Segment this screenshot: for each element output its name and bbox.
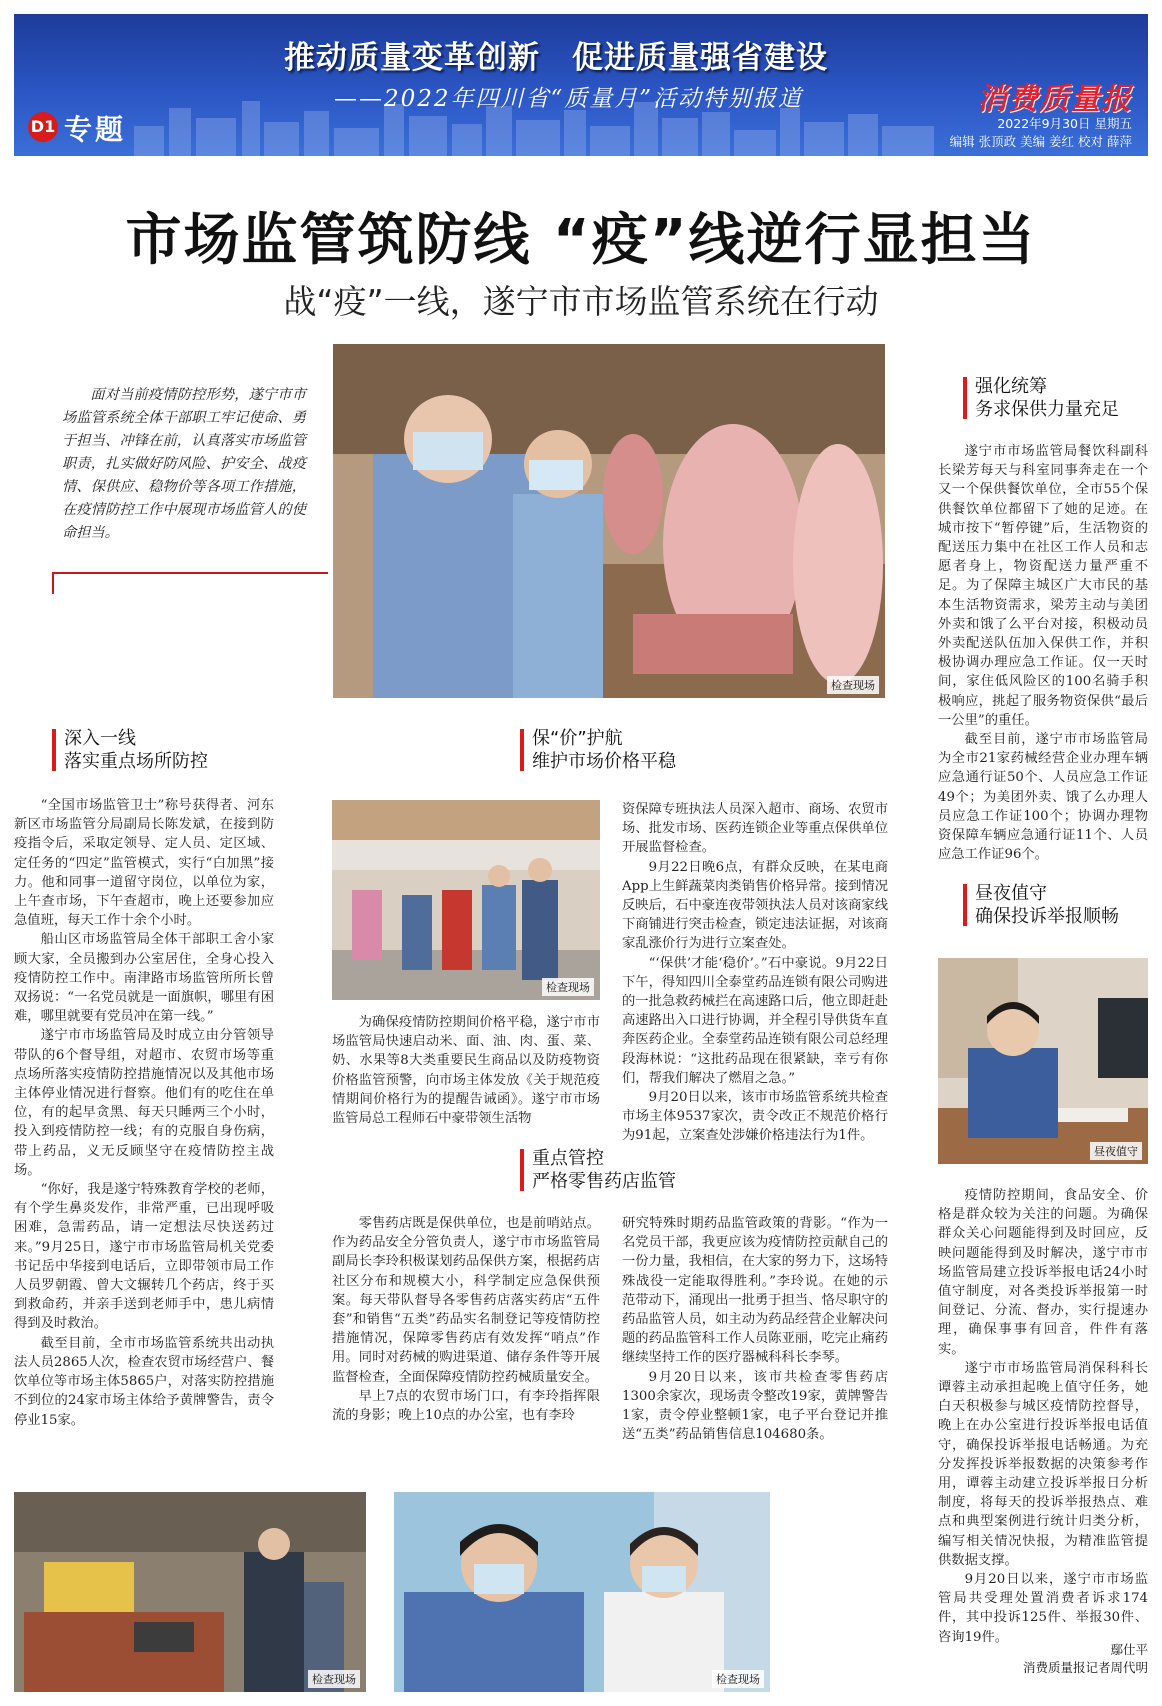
c1-paragraph: “你好，我是遂宁特殊教育学校的老师，有个学生鼻炎发作，非常严重，已出现呼吸困难，急需药品，请一定想法尽快送药过来。”9月25日，遂宁市市场监管局机关党委书记岳中华接到电话后，立即带领市局工作人员罗朝霞、曾大文辗转几个药店，终于买到救命药，并亲手送到老师手中，患儿病情得到及时救治。 [14,1182,274,1332]
c5-paragraph: 9月20日以来，该市共检查零售药店1300余家次，现场责令整改19家，黄牌警告1家，责令停业整顿1家，电子平台登记并推送“五类”药品销售信息104680条。 [622,1369,888,1443]
c4-paragraph: 零售药店既是保供单位，也是前哨站点。作为药品安全分管负责人，遂宁市市场监管局副局长李玲积极谋划药品保供方案，根据药店社区分布和规模大小，科学制定应急保供预案。每天带队督导各零售药店落实药店“五件套”和销售“五类”药品实名制登记等疫情防控措施情况，保障零售药店有效发挥“哨点”作用。同时对药械的购进渠道、储存条件等开展监督检查，全面保障疫情防控药械质量安全。 [332,1216,600,1385]
lead-paragraph [62,384,306,545]
banner-subtitle: ——2022年四川省“质量月”活动特别报道 [334,86,804,112]
lead-hook [52,572,54,594]
c5-paragraph: 研究特殊时期药品监管政策的背影。“作为一名党员干部，我更应该为疫情防控贡献自己的一份力量，我相信，在大家的努力下，这场特殊战役一定能取得胜利。”李玲说。在她的示范带动下，涌现出一批勇于担当、恪尽职守的药品监管人员，如主动为药品经营企业解决问题的药品监管科工作人员陈亚丽，吃完止痛药继续坚持工作的医疗器械科科长李琴。 [622,1216,888,1366]
paper-editors: 编辑 张顶政 美编 姜红 校对 薛萍 [949,134,1132,149]
c6-paragraph: 遂宁市市场监管局餐饮科副科长梁芳每天与科室同事奔走在一个又一个保供餐饮单位，全市55个保供餐饮单位都留下了她的足迹。在城市按下“暂停键”后，生活物资的配送压力集中在社区工作人员和志愿者身上，物资配送力量严重不足。为了保障主城区广大市民的基本生活物资需求，梁芳主动与美团外卖和饿了么平台对接，积极动员外卖配送队伍加入保供工作，并积极协调办理应急工作证。仅一天时间，家住低风险区的100名骑手积极响应，挑起了服务物资保供“最后一公里”的重任。 [938,444,1148,728]
headline: 市场监管筑防线 “疫”线逆行显担当 [125,208,1037,273]
section-tag: D1 [28,112,58,142]
section-heading-4-line1: 强化统筹 [975,376,1047,397]
column-4 [332,1214,600,1425]
section-heading-4 [963,375,1119,421]
column-1 [14,796,274,1430]
section-heading-4-line2: 务求保供力量充足 [975,399,1119,420]
hotline-duty-photo [938,958,1148,1164]
mid-photo-caption: 检查现场 [542,978,594,996]
column-6 [938,442,1148,864]
section-heading-2-line1: 保“价”护航 [532,728,623,749]
warehouse-inspection-photo [14,1492,366,1692]
section-heading-1 [52,727,208,773]
c1-paragraph: 船山区市场监管局全体干部职工舍小家顾大家，全员搬到办公室居住，全身心投入疫情防控工作中。南津路市场监管所所长曾双扬说：“一名党员就是一面旗帜，哪里有困难，哪里就要有党员冲在第一线。” [14,932,274,1025]
banner-title: 推动质量变革创新 促进质量强省建设 [284,40,828,76]
pharmacy-inspection-photo [394,1492,770,1692]
column-2 [332,1013,600,1128]
column-5 [622,1214,888,1444]
c7-paragraph: 疫情防控期间，食品安全、价格是群众较为关注的问题。为确保群众关心问题能得到及时回应，反映问题能得到及时解决，遂宁市市场监管局建立投诉举报电话24小时值守制度，对各类投诉举报第一时间登记、分流、督办，实行提速办理，确保事事有回音，件件有落实。 [938,1188,1148,1357]
lead-text: 面对当前疫情防控形势，遂宁市市场监管系统全体干部职工牢记使命、勇于担当、冲锋在前，认真落实市场监管职责，扎实做好防风险、护安全、战疫情、保供应、稳物价等各项工作措施，在疫情防控工作中展现市场监管人的使命担当。 [62,387,306,541]
right-photo-caption: 昼夜值守 [1090,1142,1142,1160]
paper-name: 消费质量报 [977,82,1132,117]
c3-paragraph: 资保障专班执法人员深入超市、商场、农贸市场、批发市场、医药连锁企业等重点保供单位开展监督检查。 [622,802,888,856]
section-heading-5-line1: 昼夜值守 [975,883,1047,904]
section-heading-5 [963,882,1119,928]
column-7 [938,1186,1148,1647]
c6-paragraph: 截至目前，遂宁市市场监管局为全市21家药械经营企业办理车辆应急通行证50个、人员应急工作证49个；为美团外卖、饿了么办理人员应急工作证100个；协调办理物资保障车辆应急通行证11个、人员应急工作证96个。 [938,732,1148,863]
c4-paragraph: 早上7点的农贸市场门口，有李玲指挥限流的身影；晚上10点的办公室，也有李玲 [332,1388,600,1424]
c1-paragraph: “全国市场监管卫士”称号获得者、河东新区市场监管分局副局长陈发斌，在接到防疫指令后，采取定领导、定人员、定区域、定任务的“四定”监管模式，实行“白加黑”接力。他和同事一道留守岗位，以单位为家，上午查市场，下午查超市，晚上还要参加应急值班，每天工作十余个小时。 [14,798,274,929]
main-photo [333,344,885,698]
section-heading-1-line2: 落实重点场所防控 [64,751,208,772]
c3-paragraph: 9月20日以来，该市市场监管系统共检查市场主体9537家次，责令改正不规范价格行为91起，立案查处涉嫌价格违法行为1件。 [622,1090,888,1144]
paper-date: 2022年9月30日 星期五 [997,116,1132,131]
c1-paragraph: 截至目前，全市市场监管系统共出动执法人员2865人次，检查农贸市场经营户、餐饮单位等市场主体5865户，对落实防控措施不到位的24家市场主体给予黄牌警告，责令停业15家。 [14,1335,274,1428]
column-3 [622,800,888,1146]
c1-paragraph: 遂宁市市场监管局及时成立由分管领导带队的6个督导组，对超市、农贸市场等重点场所落实疫情防控措施情况以及其他市场主体停业情况进行督察。他们有的吃住在单位，有的起早贪黑、每天只睡两三个小时，投入到疫情防控一线；有的克服自身伤病，带上药品，义无反顾坚守在疫情防控主战场。 [14,1028,274,1178]
section-heading-5-line2: 确保投诉举报顺畅 [975,906,1119,927]
main-photo-caption: 检查现场 [827,676,879,694]
lead-underline [52,572,328,574]
c3-paragraph: “‘保供’才能‘稳价’。”石中豪说。9月22日下午，得知四川全泰堂药品连锁有限公司购进的一批急救药械拦在高速路口后，他立即赶赴高速路出入口进行协调，并全程引导供货车直奔医药企业。全泰堂药品连锁有限公司总经理段海林说：“这批药品现在很紧缺，幸亏有你们，帮我们解决了燃眉之急。” [622,955,888,1086]
c7-paragraph: 9月20日以来，遂宁市市场监管局共受理处置消费者诉求174件，其中投诉125件、举报30件、咨询19件。 [938,1572,1148,1645]
section-heading-3 [520,1147,676,1193]
bottom-left-photo-caption: 检查现场 [308,1670,360,1688]
subheadline: 战“疫”一线，遂宁市市场监管系统在行动 [283,282,879,321]
market-inspection-photo [332,800,600,1000]
section-heading-3-line2: 严格零售药店监管 [532,1171,676,1192]
byline-author: 鄢仕平 [1110,1642,1148,1657]
bottom-mid-photo-caption: 检查现场 [712,1670,764,1688]
c3-paragraph: 9月22日晚6点，有群众反映，在某电商App上生鲜蔬菜肉类销售价格异常。接到情况反映后，石中豪连夜带领执法人员对该商家线下商铺进行突击检查，锁定违法证据，对该商家乱涨价行为进行立案查处。 [622,859,888,952]
section-name: 专题 [64,113,127,146]
section-heading-3-line1: 重点管控 [532,1148,604,1169]
c2-paragraph: 为确保疫情防控期间价格平稳，遂宁市市场监管局快速启动米、面、油、肉、蛋、菜、奶、水果等8大类重要民生商品以及防疫物资价格监管预警，向市场主体发放《关于规范疫情期间价格行为的提醒告诫函》。遂宁市市场监管局总工程师石中豪带领生活物 [332,1015,600,1127]
c7-paragraph: 遂宁市市场监管局消保科科长谭蓉主动承担起晚上值守任务，她白天积极参与城区疫情防控督导，晚上在办公室进行投诉举报电话值守，确保投诉举报电话畅通。为充分发挥投诉举报数据的决策参考作用，谭蓉主动建立投诉举报日分析制度，将每天的投诉举报热点、难点和典型案例进行统计归类分析，编写相关情况快报，为精准监管提供数据支撑。 [938,1360,1148,1568]
section-heading-1-line1: 深入一线 [64,728,136,749]
section-heading-2 [520,727,676,773]
byline-reporter: 消费质量报记者周代明 [1022,1660,1148,1675]
section-heading-2-line2: 维护市场价格平稳 [532,751,676,772]
byline [938,1640,1148,1676]
